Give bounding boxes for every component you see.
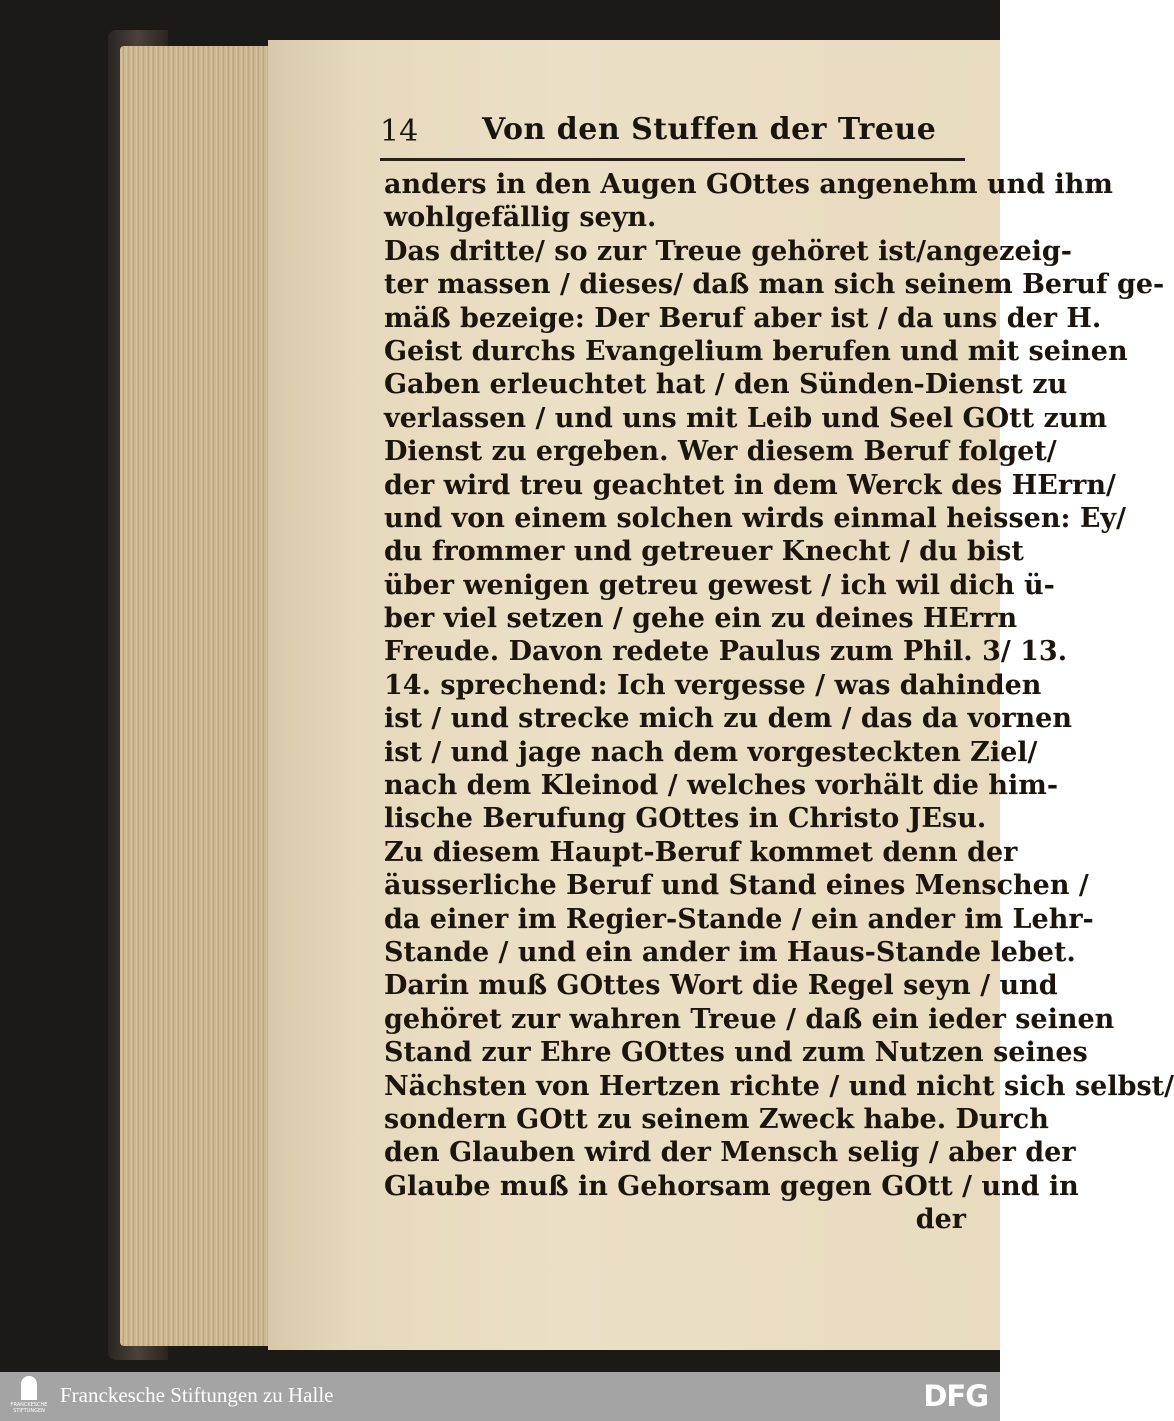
text-line: 14. sprechend: Ich vergesse / was dahinden (384, 669, 1042, 701)
text-line: gehöret zur wahren Treue / daß ein ieder seinen (384, 1003, 1115, 1035)
text-line: Freude. Davon redete Paulus zum Phil. 3/ 13. (384, 636, 1068, 668)
text-line: Das dritte/ so zur Treue gehöret ist/angezeig- (384, 235, 1072, 267)
text-line: anders in den Augen GOttes angenehm und ihm (384, 169, 1113, 200)
institution-name[interactable]: Franckesche Stiftungen zu Halle (60, 1383, 334, 1407)
text-line: nach dem Kleinod / welches vorhält die him- (384, 770, 1059, 802)
francke-logo[interactable] (12, 1376, 46, 1416)
text-line: Darin muß GOttes Wort die Regel seyn / und (384, 970, 1058, 1002)
text-line: über wenigen getreu gewest / ich wil dich ü- (384, 569, 1055, 601)
text-line: Geist durchs Evangelium berufen und mit seinen (384, 335, 1128, 367)
running-head: Von den Stuffen der Treue (482, 112, 937, 147)
dfg-logo[interactable]: DFG (923, 1379, 988, 1413)
text-line: mäß bezeige: Der Beruf aber ist / da uns der H. (384, 302, 1102, 334)
catchword: der (915, 1204, 966, 1236)
text-line: ter massen / dieses/ daß man sich seinem Beruf ge- (384, 269, 1165, 301)
header-rule (380, 158, 965, 161)
page-edges (120, 46, 290, 1346)
text-line: lische Berufung GOttes in Christo JEsu. (384, 803, 987, 835)
text-line: Dienst zu ergeben. Wer diesem Beruf folget/ (384, 436, 1057, 468)
text-line: sondern GOtt zu seinem Zweck habe. Durch (384, 1103, 1049, 1135)
page-header (380, 108, 965, 158)
logo-text: FRANCKESCHE STIFTUNGEN (10, 1402, 48, 1414)
text-line: ber viel setzen / gehe ein zu deines HErrn (384, 603, 1018, 635)
text-line: äusserliche Beruf und Stand eines Menschen / (384, 870, 1089, 902)
text-line: ist / und strecke mich zu dem / das da vornen (384, 703, 1072, 735)
body-text (384, 168, 1174, 1237)
text-line: und von einem solchen wirds einmal heissen: Ey/ (384, 502, 1126, 534)
text-line: Zu diesem Haupt-Beruf kommet denn der (384, 836, 1018, 868)
francke-emblem-icon (21, 1376, 37, 1400)
text-line: Stand zur Ehre GOttes und zum Nutzen seines (384, 1037, 1088, 1069)
text-line: ist / und jage nach dem vorgesteckten Ziel/ (384, 736, 1038, 768)
viewer-footer (0, 1372, 1000, 1421)
text-line: verlassen / und uns mit Leib und Seel GOtt zum (384, 402, 1108, 434)
text-line: Stande / und ein ander im Haus-Stande lebet. (384, 936, 1076, 968)
text-line: wohlgefällig seyn. (384, 202, 657, 234)
text-line: der wird treu geachtet in dem Werck des HErrn/ (384, 469, 1116, 501)
page-number: 14 (380, 114, 419, 149)
text-line: da einer im Regier-Stande / ein ander im Lehr- (384, 903, 1094, 935)
text-line: Gaben erleuchtet hat / den Sünden-Dienst zu (384, 369, 1068, 401)
text-line: Glaube muß in Gehorsam gegen GOtt / und in (384, 1170, 1079, 1202)
text-line: du frommer und getreuer Knecht / du bist (384, 536, 1024, 568)
text-line: den Glauben wird der Mensch selig / aber der (384, 1137, 1076, 1169)
text-line: Nächsten von Hertzen richte / und nicht sich selbst/ (384, 1070, 1174, 1102)
